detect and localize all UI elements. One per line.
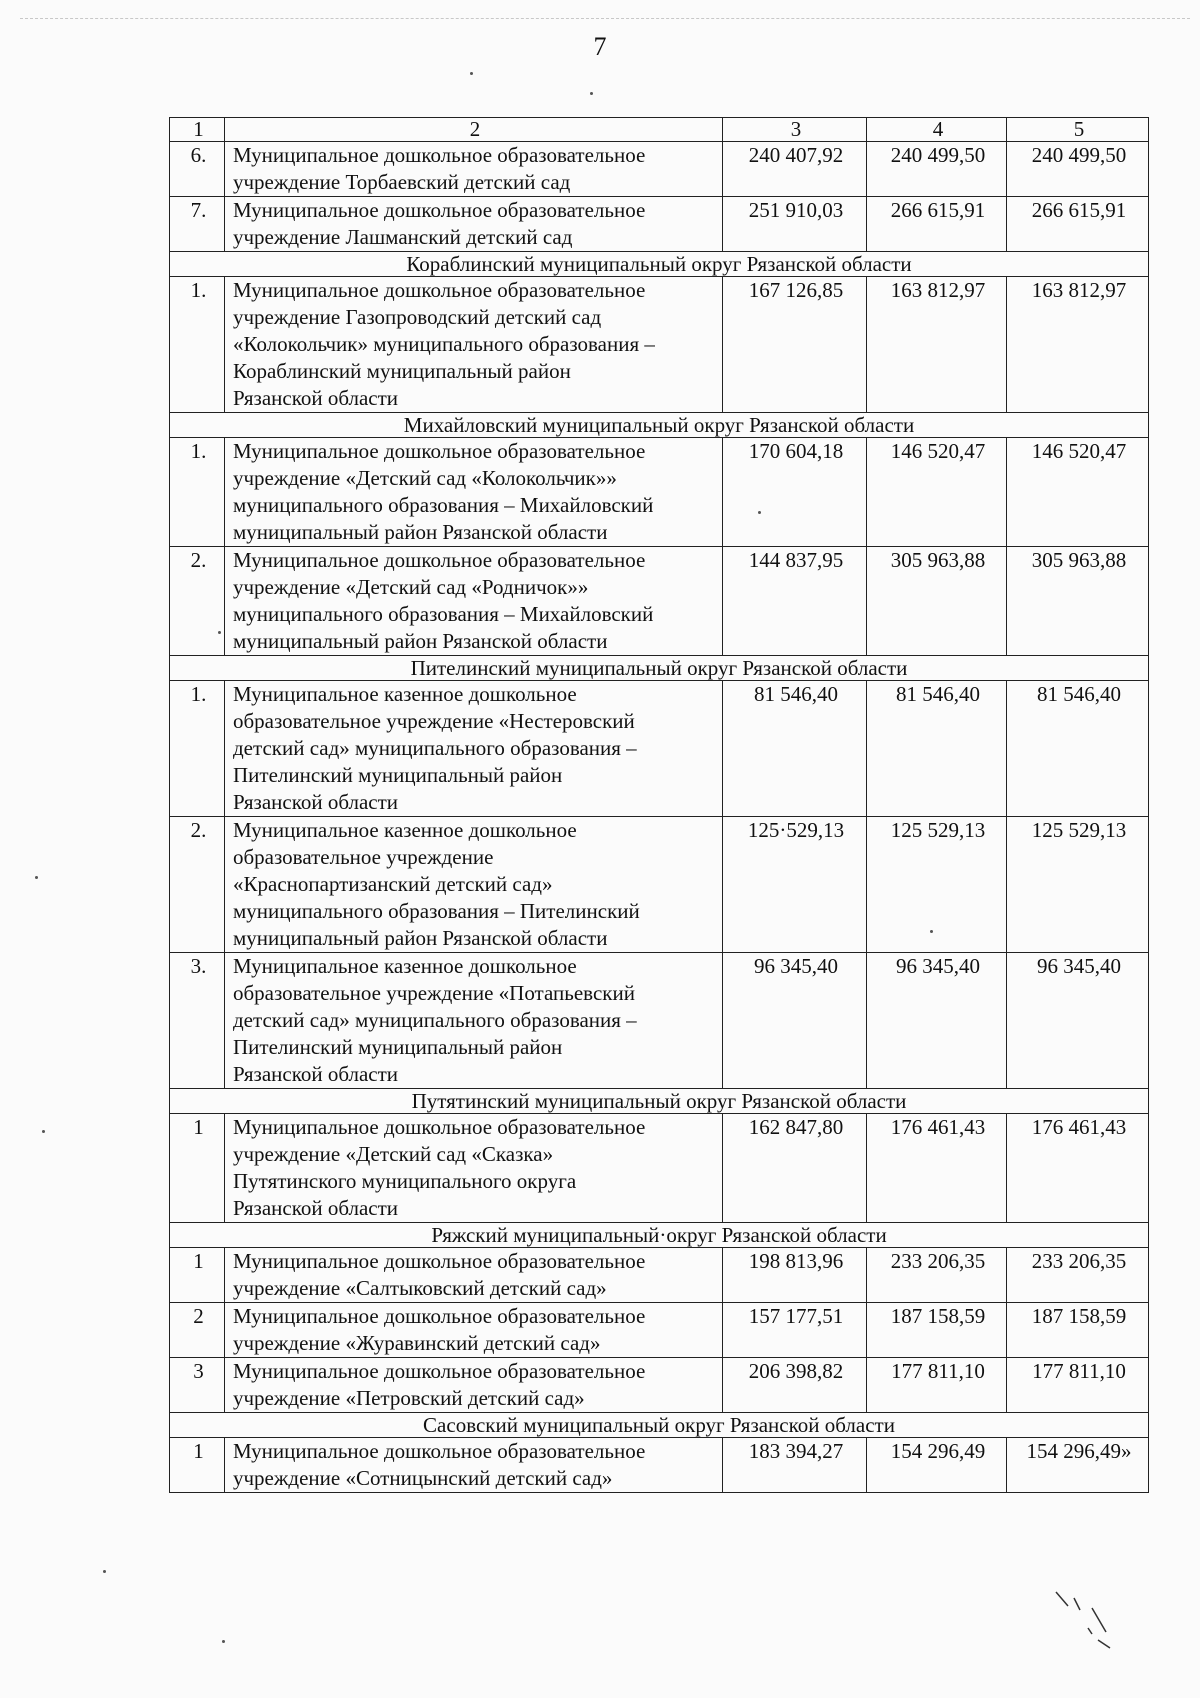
row-number: 1 — [170, 1248, 225, 1303]
institution-name-line: муниципальный район Рязанской области — [233, 629, 608, 653]
table-row — [170, 142, 1149, 197]
table-row — [170, 1303, 1149, 1358]
district-header-row — [170, 1223, 1149, 1248]
institution-name — [225, 1248, 723, 1303]
institution-name-line: Муниципальное дошкольное образовательное — [233, 1304, 646, 1328]
amount-col-5: 176 461,43 — [1007, 1114, 1149, 1223]
institution-name — [225, 953, 723, 1089]
amount-col-4: 177 811,10 — [867, 1358, 1007, 1413]
table-body — [170, 118, 1149, 1493]
amount-col-3: 251 910,03 — [723, 197, 867, 252]
table-row — [170, 197, 1149, 252]
row-number: 1. — [170, 277, 225, 413]
amount-col-5: 125 529,13 — [1007, 817, 1149, 953]
district-header-row — [170, 1089, 1149, 1114]
table-row — [170, 1438, 1149, 1493]
amount-col-4: 146 520,47 — [867, 438, 1007, 547]
institution-name-line: учреждение «Сотницынский детский сад» — [233, 1466, 613, 1490]
district-header-row — [170, 252, 1149, 277]
row-number: 2. — [170, 817, 225, 953]
scan-speck — [103, 1570, 106, 1573]
institution-name-line: Муниципальное дошкольное образовательное — [233, 278, 646, 302]
scan-speck — [218, 631, 221, 634]
institution-name — [225, 277, 723, 413]
institution-name-line: «Колокольчик» муниципального образования – — [233, 332, 655, 356]
amount-col-3: 240 407,92 — [723, 142, 867, 197]
table-row — [170, 438, 1149, 547]
budget-table — [169, 117, 1149, 1493]
institution-name-line: Рязанской области — [233, 1062, 399, 1086]
institution-name-line: Рязанской области — [233, 790, 399, 814]
amount-col-3: 81 546,40 — [723, 681, 867, 817]
institution-name-line: детский сад» муниципального образования – — [233, 1008, 637, 1032]
amount-col-3: 162 847,80 — [723, 1114, 867, 1223]
district-header-row — [170, 656, 1149, 681]
amount-col-5: 81 546,40 — [1007, 681, 1149, 817]
column-number-5: 5 — [1007, 118, 1149, 142]
row-number: 2. — [170, 547, 225, 656]
row-number: 1 — [170, 1438, 225, 1493]
district-title: Михайловский муниципальный округ Рязанской области — [170, 413, 1149, 438]
institution-name — [225, 438, 723, 547]
district-title: Сасовский муниципальный округ Рязанской области — [170, 1413, 1149, 1438]
amount-col-5: 154 296,49» — [1007, 1438, 1149, 1493]
scan-edge-line — [20, 18, 1190, 19]
institution-name-line: Путятинского муниципального округа — [233, 1169, 577, 1193]
column-number-3: 3 — [723, 118, 867, 142]
institution-name-line: Муниципальное казенное дошкольное — [233, 954, 577, 978]
scan-scratch-marks — [1048, 1588, 1118, 1658]
amount-col-4: 305 963,88 — [867, 547, 1007, 656]
institution-name-line: Пителинский муниципальный район — [233, 1035, 563, 1059]
institution-name-line: Муниципальное казенное дошкольное — [233, 682, 577, 706]
amount-col-4: 240 499,50 — [867, 142, 1007, 197]
institution-name-line: Муниципальное дошкольное образовательное — [233, 1249, 646, 1273]
amount-col-5: 146 520,47 — [1007, 438, 1149, 547]
amount-col-3: 125·529,13 — [723, 817, 867, 953]
institution-name-line: учреждение Торбаевский детский сад — [233, 170, 571, 194]
table-row — [170, 817, 1149, 953]
institution-name-line: учреждение «Детский сад «Родничок»» — [233, 575, 589, 599]
institution-name-line: учреждение «Детский сад «Сказка» — [233, 1142, 554, 1166]
institution-name-line: учреждение Газопроводский детский сад — [233, 305, 602, 329]
institution-name-line: Рязанской области — [233, 1196, 399, 1220]
amount-col-4: 81 546,40 — [867, 681, 1007, 817]
institution-name-line: Пителинский муниципальный район — [233, 763, 563, 787]
district-title: Кораблинский муниципальный округ Рязанской области — [170, 252, 1149, 277]
institution-name-line: Муниципальное дошкольное образовательное — [233, 143, 646, 167]
amount-col-3: 157 177,51 — [723, 1303, 867, 1358]
institution-name-line: учреждение Лашманский детский сад — [233, 225, 573, 249]
table-row — [170, 1358, 1149, 1413]
institution-name — [225, 1438, 723, 1493]
institution-name-line: учреждение «Журавинский детский сад» — [233, 1331, 601, 1355]
amount-col-4: 233 206,35 — [867, 1248, 1007, 1303]
amount-col-4: 187 158,59 — [867, 1303, 1007, 1358]
amount-col-5: 240 499,50 — [1007, 142, 1149, 197]
column-number-1: 1 — [170, 118, 225, 142]
institution-name — [225, 681, 723, 817]
row-number: 1 — [170, 1114, 225, 1223]
table-row — [170, 1248, 1149, 1303]
institution-name — [225, 1303, 723, 1358]
amount-col-4: 266 615,91 — [867, 197, 1007, 252]
amount-col-3: 144 837,95 — [723, 547, 867, 656]
institution-name-line: муниципальный район Рязанской области — [233, 520, 608, 544]
row-number: 3 — [170, 1358, 225, 1413]
scan-speck — [42, 1130, 45, 1133]
table-row — [170, 277, 1149, 413]
institution-name-line: муниципального образования – Михайловский — [233, 493, 654, 517]
institution-name-line: учреждение «Петровский детский сад» — [233, 1386, 585, 1410]
institution-name — [225, 1114, 723, 1223]
amount-col-4: 163 812,97 — [867, 277, 1007, 413]
column-number-4: 4 — [867, 118, 1007, 142]
institution-name-line: учреждение «Детский сад «Колокольчик»» — [233, 466, 617, 490]
institution-name-line: муниципального образования – Михайловский — [233, 602, 654, 626]
page-number: 7 — [593, 32, 607, 61]
amount-col-5: 305 963,88 — [1007, 547, 1149, 656]
scan-speck — [930, 930, 933, 933]
district-title: Путятинский муниципальный округ Рязанской области — [170, 1089, 1149, 1114]
institution-name-line: образовательное учреждение «Потапьевский — [233, 981, 635, 1005]
scan-speck — [470, 72, 473, 75]
scan-speck — [590, 92, 593, 95]
institution-name-line: муниципального образования – Пителинский — [233, 899, 640, 923]
amount-col-4: 96 345,40 — [867, 953, 1007, 1089]
amount-col-5: 187 158,59 — [1007, 1303, 1149, 1358]
row-number: 1. — [170, 438, 225, 547]
institution-name-line: Муниципальное дошкольное образовательное — [233, 1359, 646, 1383]
amount-col-3: 96 345,40 — [723, 953, 867, 1089]
institution-name-line: Муниципальное дошкольное образовательное — [233, 1439, 646, 1463]
scan-speck — [758, 511, 761, 514]
institution-name — [225, 547, 723, 656]
amount-col-4: 125 529,13 — [867, 817, 1007, 953]
institution-name-line: Муниципальное дошкольное образовательное — [233, 1115, 646, 1139]
table-row — [170, 547, 1149, 656]
amount-col-5: 96 345,40 — [1007, 953, 1149, 1089]
institution-name — [225, 197, 723, 252]
amount-col-5: 233 206,35 — [1007, 1248, 1149, 1303]
table-row — [170, 681, 1149, 817]
row-number: 6. — [170, 142, 225, 197]
amount-col-5: 163 812,97 — [1007, 277, 1149, 413]
institution-name-line: учреждение «Салтыковский детский сад» — [233, 1276, 607, 1300]
scan-speck — [222, 1640, 225, 1643]
amount-col-4: 176 461,43 — [867, 1114, 1007, 1223]
institution-name — [225, 142, 723, 197]
row-number: 1. — [170, 681, 225, 817]
institution-name-line: Муниципальное дошкольное образовательное — [233, 439, 646, 463]
row-number: 2 — [170, 1303, 225, 1358]
table-row — [170, 953, 1149, 1089]
amount-col-5: 177 811,10 — [1007, 1358, 1149, 1413]
district-header-row — [170, 1413, 1149, 1438]
institution-name-line: образовательное учреждение «Нестеровский — [233, 709, 635, 733]
row-number: 7. — [170, 197, 225, 252]
institution-name-line: Кораблинский муниципальный район — [233, 359, 571, 383]
district-title: Ряжский муниципальный·округ Рязанской области — [170, 1223, 1149, 1248]
district-header-row — [170, 413, 1149, 438]
institution-name-line: Муниципальное дошкольное образовательное — [233, 198, 646, 222]
institution-name-line: детский сад» муниципального образования – — [233, 736, 637, 760]
institution-name-line: образовательное учреждение — [233, 845, 494, 869]
column-number-2: 2 — [225, 118, 723, 142]
institution-name-line: Муниципальное дошкольное образовательное — [233, 548, 646, 572]
district-title: Пителинский муниципальный округ Рязанской области — [170, 656, 1149, 681]
amount-col-3: 170 604,18 — [723, 438, 867, 547]
table-row — [170, 1114, 1149, 1223]
amount-col-5: 266 615,91 — [1007, 197, 1149, 252]
amount-col-4: 154 296,49 — [867, 1438, 1007, 1493]
institution-name-line: Рязанской области — [233, 386, 399, 410]
column-number-row — [170, 118, 1149, 142]
institution-name-line: «Краснопартизанский детский сад» — [233, 872, 553, 896]
amount-col-3: 198 813,96 — [723, 1248, 867, 1303]
amount-col-3: 183 394,27 — [723, 1438, 867, 1493]
scan-speck — [35, 876, 38, 879]
amount-col-3: 167 126,85 — [723, 277, 867, 413]
institution-name — [225, 817, 723, 953]
amount-col-3: 206 398,82 — [723, 1358, 867, 1413]
institution-name-line: муниципальный район Рязанской области — [233, 926, 608, 950]
institution-name — [225, 1358, 723, 1413]
institution-name-line: Муниципальное казенное дошкольное — [233, 818, 577, 842]
row-number: 3. — [170, 953, 225, 1089]
